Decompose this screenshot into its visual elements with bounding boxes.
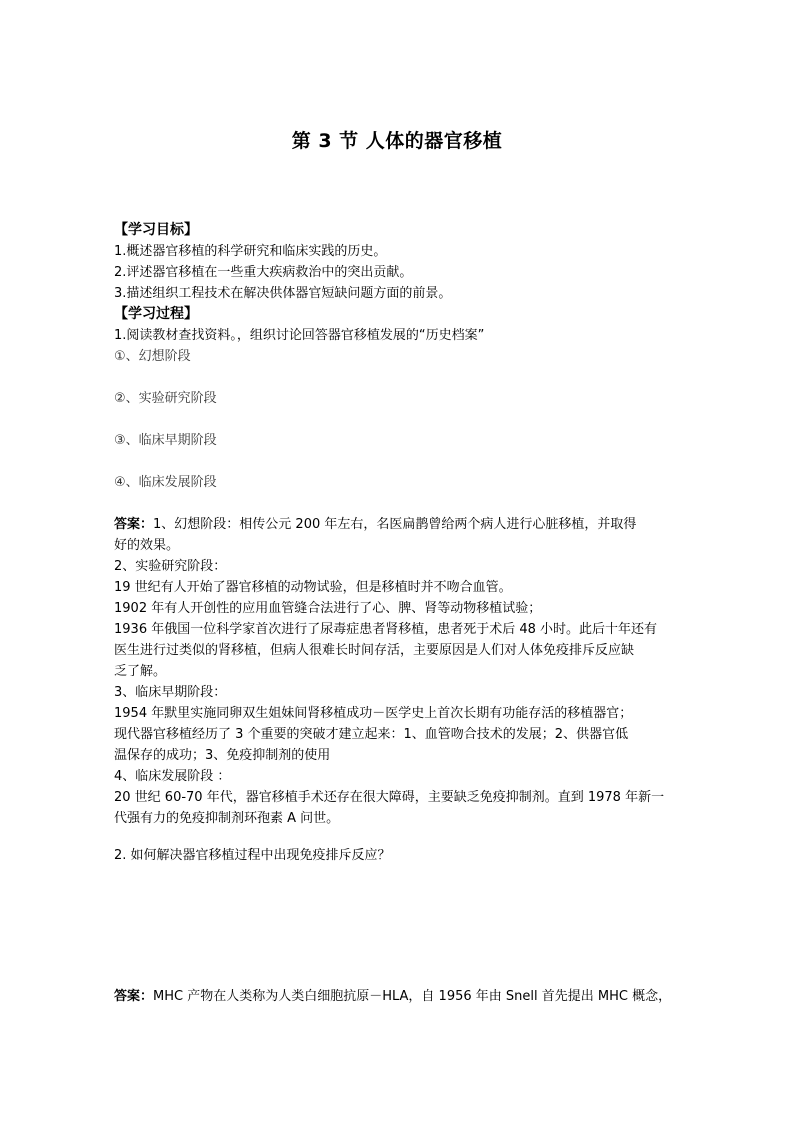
question-2: 2. 如何解决器官移植过程中出现免疫排斥反应？ bbox=[114, 848, 391, 863]
answer-line bbox=[114, 514, 684, 535]
answer-text: 1954 年默里实施同卵双生姐妹间肾移植成功－医学史上首次长期有功能存活的移植器官； bbox=[114, 706, 633, 721]
answer-text: 1、幻想阶段：相传公元 200 年左右，名医扁鹊曾给两个病人进行心脏移植，并取得 bbox=[153, 517, 637, 532]
answer-text: 乏了解。 bbox=[114, 664, 167, 679]
answer-text: 1936 年俄国一位科学家首次进行了尿毒症患者肾移植，患者死于术后 48 小时。此后十年还有 bbox=[114, 622, 658, 637]
answer-label: 答案： bbox=[114, 517, 154, 532]
answer-text: 4、临床发展阶段 ： bbox=[114, 769, 231, 784]
stage-item: ④、临床发展阶段 bbox=[114, 475, 217, 490]
answer-text: 3、临床早期阶段： bbox=[114, 685, 227, 700]
document-body bbox=[114, 220, 684, 1007]
stage-item: ③、临床早期阶段 bbox=[114, 433, 217, 448]
answer-text: 现代器官移植经历了 3 个重要的突破才建立起来：1、血管吻合技术的发展；2、供器官低 bbox=[114, 727, 629, 742]
goal-item: 2.评述器官移植在一些重大疾病救治中的突出贡献。 bbox=[114, 265, 413, 280]
page-title: 第 3 节 人体的器官移植 bbox=[291, 130, 503, 152]
answer-text: 代强有力的免疫抑制剂环孢素 A 问世。 bbox=[114, 811, 340, 826]
answer-line bbox=[114, 986, 684, 1007]
goal-item: 1.概述器官移植的科学研究和临床实践的历史。 bbox=[114, 244, 387, 259]
process-heading: 【学习过程】 bbox=[114, 306, 198, 322]
answer-text: 医生进行过类似的肾移植，但病人很难长时间存活，主要原因是人们对人体免疫排斥反应缺 bbox=[114, 643, 635, 658]
answer-text: 1902 年有人开创性的应用血管缝合法进行了心、脾、肾等动物移植试验； bbox=[114, 601, 542, 616]
answer-text: 20 世纪 60-70 年代，器官移植手术还存在很大障碍，主要缺乏免疫抑制剂。直到 1978 年新一 bbox=[114, 790, 665, 805]
goals-heading: 【学习目标】 bbox=[114, 222, 198, 238]
answer-text: 好的效果。 bbox=[114, 538, 180, 553]
answer-text: 19 世纪有人开始了器官移植的动物试验，但是移植时并不吻合血管。 bbox=[114, 580, 512, 595]
answer-label: 答案： bbox=[114, 989, 154, 1004]
question-1: 1.阅读教材查找资料。，组织讨论回答器官移植发展的“历史档案” bbox=[114, 328, 485, 343]
answer-text: MHC 产物在人类称为人类白细胞抗原－HLA，自 1956 年由 Snell 首先提出 MHC 概念， bbox=[153, 989, 672, 1004]
answer-text: 2、实验研究阶段： bbox=[114, 559, 227, 574]
stage-item: ②、实验研究阶段 bbox=[114, 391, 217, 406]
stage-item: ①、幻想阶段 bbox=[114, 349, 191, 364]
answer-text: 温保存的成功；3、免疫抑制剂的使用 bbox=[114, 748, 331, 763]
goal-item: 3.描述组织工程技术在解决供体器官短缺问题方面的前景。 bbox=[114, 286, 452, 301]
